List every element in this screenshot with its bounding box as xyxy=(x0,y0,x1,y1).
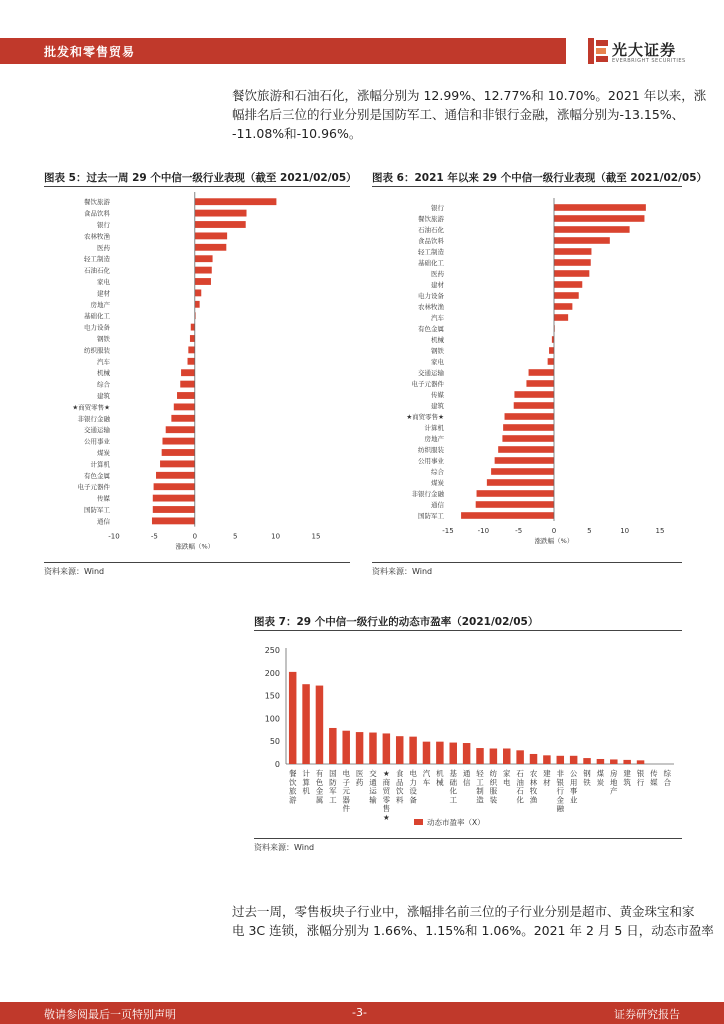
logo-mark-icon xyxy=(588,38,608,64)
chart7-bottom-rule xyxy=(254,838,682,839)
chart7-category-label: 钢铁 xyxy=(583,769,591,787)
chart6-bar xyxy=(514,391,554,398)
chart7-category-label: 国防军工 xyxy=(329,769,337,805)
chart5-source: 资料来源：Wind xyxy=(44,567,105,576)
chart5-category-label: 农林牧渔 xyxy=(84,232,110,241)
chart7-bar xyxy=(449,743,456,764)
chart7-tick-label: 0 xyxy=(274,760,280,769)
chart6-category-label: 农林牧渔 xyxy=(418,303,444,311)
brand-logo xyxy=(586,36,696,70)
chart6-category-label: 计算机 xyxy=(424,424,444,432)
chart5-category-label: 银行 xyxy=(97,221,110,229)
chart5-category-label: 轻工制造 xyxy=(84,255,110,264)
header-band xyxy=(0,38,566,64)
chart7-category-label: 医药 xyxy=(355,769,364,787)
chart5-bar xyxy=(181,369,195,376)
chart7-bar xyxy=(490,748,497,764)
chart5-bar xyxy=(195,221,246,228)
chart6-tick-label: -10 xyxy=(477,527,490,535)
chart5-category-label: 建筑 xyxy=(97,392,110,400)
chart5-bar xyxy=(156,472,195,479)
chart6-tick-label: 10 xyxy=(620,527,630,535)
chart7-legend-swatch xyxy=(414,819,423,825)
chart6-category-label: 银行 xyxy=(431,204,444,212)
chart7-category-label: 公用事业 xyxy=(569,769,578,805)
chart5-category-label: 电子元器件 xyxy=(77,483,110,492)
chart6-category-label: 建材 xyxy=(431,281,444,289)
chart7-category-label: 机械 xyxy=(436,769,444,787)
chart6-bar xyxy=(514,402,554,409)
chart5-category-label: 公用事业 xyxy=(84,437,110,446)
chart6-category-label: 石油石化 xyxy=(418,226,444,234)
chart7-category-label: 传媒 xyxy=(650,769,658,787)
chart5-bar xyxy=(195,198,277,205)
chart7-category-label: 银行 xyxy=(636,769,645,787)
chart6-category-label: ★商贸零售★ xyxy=(406,413,444,421)
chart6-category-label: 纺织服装 xyxy=(418,446,444,454)
chart6-bottom-rule xyxy=(372,562,682,563)
chart6-tick-label: -15 xyxy=(442,527,454,535)
chart7-category-label: 汽车 xyxy=(422,769,431,787)
chart6-figure xyxy=(372,190,682,558)
chart5-bar xyxy=(162,449,195,456)
chart5-category-label: 有色金属 xyxy=(84,471,110,480)
chart7-category-label: 纺织服装 xyxy=(489,769,498,805)
chart5-xlabel: 涨跌幅（%） xyxy=(175,542,215,551)
chart6-bar xyxy=(548,358,554,365)
chart5-tick-label: 0 xyxy=(192,532,198,541)
chart7-category-label: 食品饮料 xyxy=(395,769,404,805)
chart6-bar xyxy=(529,369,554,376)
logo-name: 光大证券 xyxy=(612,41,677,59)
chart6-bar xyxy=(554,215,644,222)
page-number: -3- xyxy=(352,1006,367,1019)
chart5-tick-label: -10 xyxy=(108,532,120,541)
chart6-bar xyxy=(554,292,579,299)
chart7-bar xyxy=(543,755,550,764)
chart6-source: 资料来源：Wind xyxy=(372,567,433,576)
chart5-category-label: 家电 xyxy=(97,278,110,286)
chart7-bar xyxy=(476,748,483,764)
chart6-bar xyxy=(554,237,610,244)
chart6-bar xyxy=(505,413,554,420)
chart7-category-label: 石油石化 xyxy=(516,769,524,805)
chart5-bar xyxy=(195,255,213,262)
chart6-bar xyxy=(554,281,582,288)
chart7-category-label: 综合 xyxy=(663,769,672,787)
chart7-category-label: 农林牧渔 xyxy=(529,769,538,805)
chart6-bar xyxy=(487,479,554,486)
chart6-tick-label: 5 xyxy=(587,527,592,535)
chart5-category-label: 煤炭 xyxy=(97,449,110,457)
chart5-figure xyxy=(44,190,350,558)
chart7-category-label: 非银行金融 xyxy=(556,769,565,814)
chart5-bar xyxy=(188,346,194,353)
chart7-category-label: 房地产 xyxy=(610,769,618,796)
chart5-category-label: 建材 xyxy=(97,289,110,298)
chart6-tick-label: -5 xyxy=(515,527,523,535)
chart5-category-label: 传媒 xyxy=(97,494,110,503)
chart5-bar xyxy=(153,506,195,513)
chart7-bar xyxy=(369,733,376,764)
chart6-bar xyxy=(549,347,554,354)
chart5-bar xyxy=(180,381,195,388)
outro-paragraph xyxy=(232,902,714,940)
chart5-tick-label: 5 xyxy=(232,532,238,541)
chart5-category-label: 计算机 xyxy=(90,460,110,469)
chart6-tick-label: 15 xyxy=(655,527,665,535)
chart7-tick-label: 50 xyxy=(269,737,280,747)
chart5-bar xyxy=(190,335,195,342)
chart5-bar xyxy=(166,426,195,433)
chart7-category-label: 家电 xyxy=(503,769,511,787)
chart5-category-label: 石油石化 xyxy=(84,266,110,275)
intro-line: 幅排名后三位的行业分别是国防军工、通信和非银行金融，涨幅分别为-13.15%、 xyxy=(232,107,685,122)
chart5-category-label: 通信 xyxy=(97,517,110,526)
chart7-bar xyxy=(409,737,416,764)
chart5-tick-label: -5 xyxy=(150,532,158,541)
chart5-category-label: 房地产 xyxy=(90,300,110,309)
chart5-category-label: ★商贸零售★ xyxy=(72,403,110,412)
footer-disclaimer-link[interactable]: 敬请参阅最后一页特别声明 xyxy=(44,1008,176,1021)
chart7-bar xyxy=(289,672,296,764)
chart7-category-label: 基础化工 xyxy=(449,769,457,805)
chart6-bar xyxy=(498,446,554,453)
intro-line: -11.08%和-10.96%。 xyxy=(232,126,362,141)
chart7-bar xyxy=(610,759,617,764)
outro-line: 过去一周，零售板块子行业中，涨幅排名前三位的子行业分别是超市、黄金珠宝和家 xyxy=(232,904,695,919)
chart5-bottom-rule xyxy=(44,562,350,563)
chart6-category-label: 国防军工 xyxy=(418,512,444,520)
chart7-category-label: 交通运输 xyxy=(369,769,377,805)
chart7-bar xyxy=(356,732,363,764)
chart7-bar xyxy=(583,758,590,764)
chart5-bar xyxy=(152,517,195,524)
chart7-category-label: 餐饮旅游 xyxy=(288,769,297,805)
chart6-category-label: 综合 xyxy=(431,468,444,476)
chart5-bar xyxy=(195,232,227,239)
chart6-category-label: 机械 xyxy=(431,336,444,344)
chart6-category-label: 餐饮旅游 xyxy=(418,215,444,223)
chart5-category-label: 机械 xyxy=(97,369,110,378)
chart7-legend-label: 动态市盈率（X） xyxy=(427,818,485,827)
chart7-bar xyxy=(597,759,604,764)
chart7-bar xyxy=(329,728,336,764)
chart6-tick-label: 0 xyxy=(551,527,557,535)
chart5-bar xyxy=(195,301,200,308)
chart6-top-rule xyxy=(372,186,682,187)
footer-report-type: 证券研究报告 xyxy=(614,1008,680,1021)
chart7-bar xyxy=(342,731,349,764)
chart5-bar xyxy=(195,210,247,217)
section-title: 批发和零售贸易 xyxy=(44,45,136,59)
chart6-category-label: 轻工制造 xyxy=(418,248,444,256)
chart5-bar xyxy=(162,438,194,445)
chart5-category-label: 纺织服装 xyxy=(84,346,110,355)
chart5-category-label: 非银行金融 xyxy=(77,414,110,423)
chart6-category-label: 有色金属 xyxy=(418,325,444,333)
chart6-category-label: 公用事业 xyxy=(418,457,444,465)
chart6-bar xyxy=(554,204,646,211)
chart5-bar xyxy=(154,483,195,490)
chart7-bar xyxy=(530,754,537,764)
chart7-category-label: 通信 xyxy=(462,769,471,787)
chart6-bar xyxy=(554,259,591,266)
chart5-category-label: 汽车 xyxy=(97,357,110,366)
chart7-bar xyxy=(302,684,309,764)
chart6-bar xyxy=(477,490,554,497)
chart5-bar xyxy=(195,267,212,274)
chart6-category-label: 医药 xyxy=(431,270,444,278)
chart7-category-label: 有色金属 xyxy=(315,769,324,805)
chart7-bar xyxy=(463,743,470,764)
chart7-tick-label: 200 xyxy=(264,668,280,678)
chart6-bar xyxy=(554,248,591,255)
chart6-bar xyxy=(554,226,630,233)
chart6-category-label: 电力设备 xyxy=(418,292,444,300)
chart7-category-label: 电力设备 xyxy=(409,769,417,805)
chart6-bar xyxy=(526,380,554,387)
chart6-category-label: 食品饮料 xyxy=(418,237,444,245)
chart7-bar xyxy=(423,742,430,764)
chart7-tick-label: 150 xyxy=(264,691,280,701)
chart5-bar xyxy=(177,392,195,399)
chart7-bar xyxy=(570,756,577,764)
chart7-bar xyxy=(557,756,564,764)
footer xyxy=(0,1002,724,1024)
chart7-source: 资料来源：Wind xyxy=(254,843,315,852)
chart6-bar xyxy=(461,512,554,519)
chart7-category-label: 计算机 xyxy=(302,769,310,796)
chart6-bar xyxy=(554,303,572,310)
chart5-category-label: 电力设备 xyxy=(84,323,110,332)
chart6-category-label: 通信 xyxy=(431,501,444,509)
chart5-category-label: 食品饮料 xyxy=(84,209,110,218)
chart5-bar xyxy=(191,324,195,331)
chart5-category-label: 国防军工 xyxy=(84,506,110,514)
chart7-tick-label: 100 xyxy=(264,714,280,724)
chart7-top-rule xyxy=(254,630,682,631)
chart6-bar xyxy=(554,314,568,321)
chart6-category-label: 钢铁 xyxy=(431,347,444,355)
chart7-bar xyxy=(383,733,390,764)
chart5-title: 图表 5：过去一周 29 个中信一级行业表现（截至 2021/02/05） xyxy=(44,172,357,184)
chart7-category-label: 电子元器件 xyxy=(342,769,350,814)
chart7-bar xyxy=(503,748,510,764)
chart7-category-label: 建材 xyxy=(543,769,551,787)
chart6-category-label: 交通运输 xyxy=(418,369,444,377)
intro-line: 餐饮旅游和石油石化，涨幅分别为 12.99%、12.77%和 10.70%。2021 年以来，涨 xyxy=(232,88,707,103)
chart5-bar xyxy=(160,460,195,467)
chart6-bar xyxy=(554,270,589,277)
chart6-bar xyxy=(503,424,554,431)
chart6-category-label: 电子元器件 xyxy=(411,380,444,388)
chart7-category-label: 轻工制造 xyxy=(476,769,484,805)
chart6-title: 图表 6：2021 年以来 29 个中信一级行业表现（截至 2021/02/05） xyxy=(372,172,708,184)
outro-line: 电 3C 连锁，涨幅分别为 1.66%、1.15%和 1.06%。2021 年 2 月 5 日，动态市盈率 xyxy=(232,923,714,938)
chart5-bar xyxy=(195,278,211,285)
chart6-category-label: 煤炭 xyxy=(431,479,444,487)
chart7-bar xyxy=(637,760,644,764)
chart6-category-label: 建筑 xyxy=(431,402,444,410)
chart5-category-label: 餐饮旅游 xyxy=(84,198,110,207)
chart6-category-label: 家电 xyxy=(431,358,444,366)
logo-subtitle: EVERBRIGHT SECURITIES xyxy=(612,58,686,64)
chart6-category-label: 非银行金融 xyxy=(411,490,444,498)
chart6-category-label: 基础化工 xyxy=(418,259,444,267)
intro-paragraph xyxy=(232,86,706,143)
chart6-xlabel: 涨跌幅（%） xyxy=(534,537,574,545)
chart7-bar xyxy=(396,736,403,764)
chart7-figure xyxy=(254,636,682,836)
chart7-bar xyxy=(623,760,630,764)
chart7-category-label: ★商贸零售★ xyxy=(382,769,391,822)
chart6-bar xyxy=(502,435,554,442)
chart5-bar xyxy=(174,403,195,410)
chart6-category-label: 汽车 xyxy=(431,314,444,322)
chart5-bar xyxy=(188,358,195,365)
chart5-bar xyxy=(195,244,227,251)
chart5-top-rule xyxy=(44,186,350,187)
chart7-tick-label: 250 xyxy=(264,646,280,655)
chart5-category-label: 钢铁 xyxy=(97,335,110,343)
chart5-category-label: 基础化工 xyxy=(84,312,110,321)
chart6-bar xyxy=(495,457,554,464)
chart5-bar xyxy=(153,495,195,502)
chart6-category-label: 传媒 xyxy=(431,391,444,399)
chart5-bar xyxy=(171,415,194,422)
chart7-category-label: 建筑 xyxy=(623,769,631,787)
chart6-bar xyxy=(476,501,554,508)
chart6-bar xyxy=(491,468,554,475)
chart5-bar xyxy=(195,289,201,296)
chart7-bar xyxy=(316,686,323,764)
chart5-category-label: 交通运输 xyxy=(84,426,110,435)
chart7-category-label: 煤炭 xyxy=(596,769,605,787)
chart5-tick-label: 15 xyxy=(311,532,321,541)
chart6-category-label: 房地产 xyxy=(424,435,444,443)
chart5-category-label: 综合 xyxy=(97,380,110,389)
chart7-bar xyxy=(436,742,443,764)
chart5-tick-label: 10 xyxy=(271,532,281,541)
chart7-title: 图表 7：29 个中信一级行业的动态市盈率（2021/02/05） xyxy=(254,616,539,628)
chart7-bar xyxy=(516,750,523,764)
chart5-category-label: 医药 xyxy=(97,243,110,252)
